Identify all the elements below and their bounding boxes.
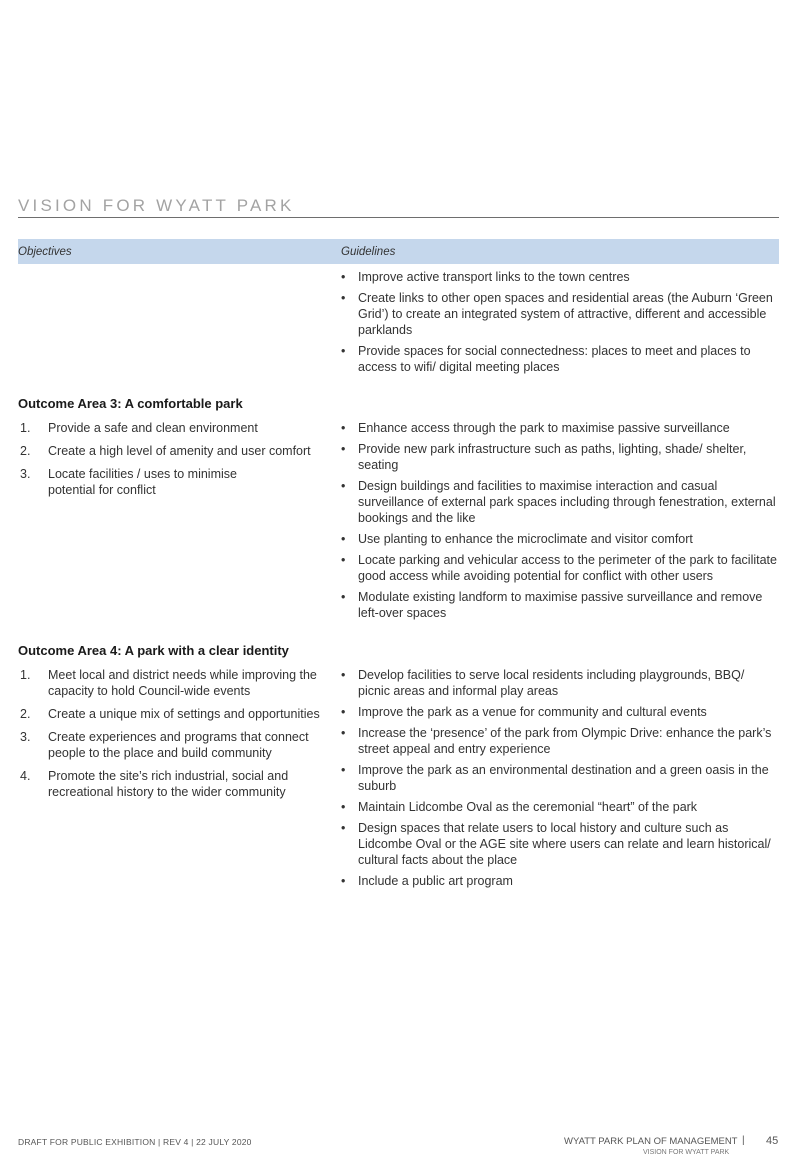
bullet-icon: • xyxy=(341,705,346,719)
continued-guidelines-list xyxy=(341,269,779,380)
bullet-icon: • xyxy=(341,553,346,567)
list-item: • Include a public art program xyxy=(341,874,513,888)
outcome-area-4-guidelines xyxy=(341,667,779,894)
list-item: 2. Create a high level of amenity and user comfort xyxy=(20,444,311,458)
list-item: • Develop facilities to serve local residents including playgrounds, BBQ/ picnic areas and informal play areas xyxy=(341,668,745,698)
list-item: • Design buildings and facilities to maximise interaction and casual surveillance of external park spaces including through fenestration, external bookings and the like xyxy=(341,479,776,525)
list-item: 3. Create experiences and programs that connect people to the place and build community xyxy=(20,730,309,760)
list-item: • Improve active transport links to the town centres xyxy=(341,270,630,284)
list-item: • Design spaces that relate users to local history and culture such as Lidcombe Oval or the AGE site where users can relate and learn historical/ cultural facts about the place xyxy=(341,821,771,867)
title-divider xyxy=(18,217,779,218)
outcome-area-4-heading: Outcome Area 4: A park with a clear identity xyxy=(18,643,289,658)
bullet-icon: • xyxy=(341,344,346,358)
bullet-icon: • xyxy=(341,763,346,777)
page-title: VISION FOR WYATT PARK xyxy=(18,196,295,215)
list-item: • Improve the park as a venue for community and cultural events xyxy=(341,705,707,719)
footer-section-label: VISION FOR WYATT PARK xyxy=(643,1149,730,1156)
bullet-icon: • xyxy=(341,726,346,740)
footer-document-title: WYATT PARK PLAN OF MANAGEMENT xyxy=(564,1136,738,1147)
guidelines-column-header: Guidelines xyxy=(341,246,396,258)
bullet-icon: • xyxy=(341,479,346,493)
list-item: 3. Locate facilities / uses to minimise potential for conflict xyxy=(20,467,237,497)
list-item: • Locate parking and vehicular access to the perimeter of the park to facilitate good access while avoiding potential for conflict with other users xyxy=(341,553,777,583)
list-item: • Modulate existing landform to maximise passive surveillance and remove left-over spaces xyxy=(341,590,763,620)
list-item: • Provide spaces for social connectedness: places to meet and places to access to wifi/ digital meeting places xyxy=(341,344,751,374)
bullet-icon: • xyxy=(341,874,346,888)
list-item: 1. Provide a safe and clean environment xyxy=(20,421,258,435)
page-number: 45 xyxy=(766,1135,779,1147)
list-item: • Increase the ‘presence’ of the park from Olympic Drive: enhance the park’s street appeal and entry experience xyxy=(341,726,772,756)
list-item: • Maintain Lidcombe Oval as the ceremonial “heart” of the park xyxy=(341,800,698,814)
bullet-icon: • xyxy=(341,421,346,435)
table-header xyxy=(18,239,779,264)
bullet-icon: • xyxy=(341,590,346,604)
objectives-column-header: Objectives xyxy=(18,246,72,258)
list-item: • Create links to other open spaces and residential areas (the Auburn ‘Green Grid’) to create an integrated system of attractive, different and accessible parklands xyxy=(341,291,773,337)
bullet-icon: • xyxy=(341,532,346,546)
list-item: • Enhance access through the park to maximise passive surveillance xyxy=(341,421,730,435)
list-item: 1. Meet local and district needs while improving the capacity to hold Council-wide events xyxy=(20,668,317,698)
outcome-area-3-heading: Outcome Area 3: A comfortable park xyxy=(18,396,243,411)
bullet-icon: • xyxy=(341,668,346,682)
bullet-icon: • xyxy=(341,800,346,814)
list-item: 4. Promote the site’s rich industrial, social and recreational history to the wider community xyxy=(20,769,289,799)
outcome-area-3-guidelines xyxy=(341,420,779,626)
bullet-icon: • xyxy=(341,821,346,835)
list-item: • Improve the park as an environmental destination and a green oasis in the suburb xyxy=(341,763,769,793)
outcome-area-4-objectives xyxy=(18,667,328,807)
footer-draft-label: DRAFT FOR PUBLIC EXHIBITION | REV 4 | 22 JULY 2020 xyxy=(18,1137,252,1147)
bullet-icon: • xyxy=(341,291,346,305)
outcome-area-3-objectives xyxy=(18,420,328,505)
footer-separator: | xyxy=(742,1135,745,1146)
list-item: 2. Create a unique mix of settings and opportunities xyxy=(20,707,320,721)
list-item: • Provide new park infrastructure such as paths, lighting, shade/ shelter, seating xyxy=(341,442,747,472)
bullet-icon: • xyxy=(341,270,346,284)
bullet-icon: • xyxy=(341,442,346,456)
list-item: • Use planting to enhance the microclimate and visitor comfort xyxy=(341,532,693,546)
